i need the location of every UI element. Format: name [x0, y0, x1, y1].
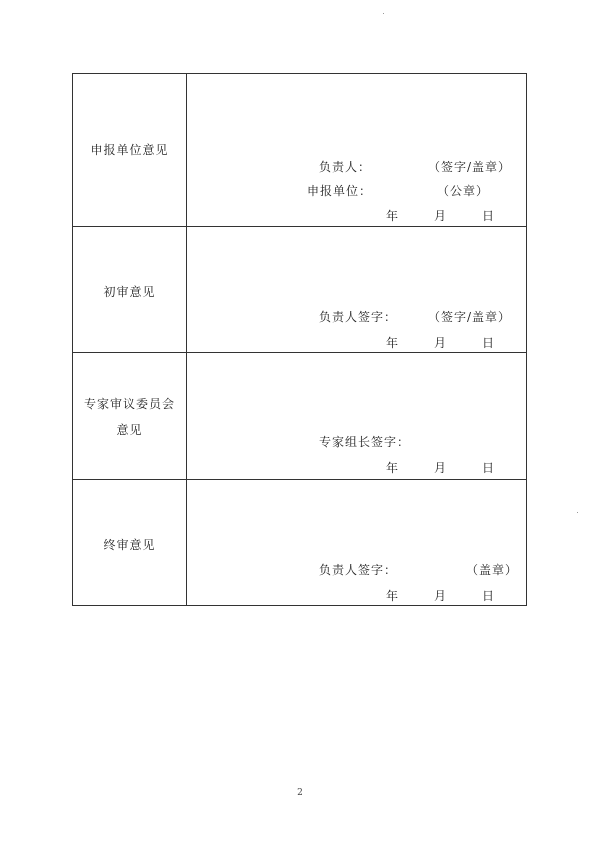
table-row	[73, 227, 527, 353]
expert-committee-opinion-cell[interactable]	[187, 353, 527, 480]
table-row	[73, 480, 527, 606]
date-year: 年	[386, 209, 400, 223]
expert-leader-signature-label: 专家组长签字：	[319, 435, 411, 449]
date-day: 日	[482, 336, 496, 350]
date-month: 月	[434, 209, 448, 223]
responsible-person-signature-label: 负责人签字：	[319, 310, 398, 324]
applicant-unit-label: 申报单位：	[307, 184, 373, 198]
row-label: 初审意见	[103, 285, 156, 299]
date-year: 年	[386, 589, 400, 603]
sign-seal-note: （签字/盖章）	[428, 310, 512, 324]
final-review-opinion-cell[interactable]	[187, 480, 527, 606]
initial-review-label-cell	[73, 227, 187, 353]
review-opinion-table	[72, 73, 527, 606]
applicant-unit-opinion-cell[interactable]	[187, 74, 527, 227]
date-month: 月	[434, 336, 448, 350]
responsible-person-signature-label: 负责人签字：	[319, 563, 398, 577]
page-number: 2	[297, 788, 303, 798]
date-month: 月	[434, 461, 448, 475]
date-year: 年	[386, 461, 400, 475]
final-review-label-cell	[73, 480, 187, 606]
scan-speck	[577, 512, 578, 513]
date-day: 日	[482, 209, 496, 223]
applicant-unit-label-cell	[73, 74, 187, 227]
table-row	[73, 74, 527, 227]
scan-speck	[383, 13, 384, 14]
row-label-line1: 专家审议委员会	[83, 397, 175, 411]
initial-review-opinion-cell[interactable]	[187, 227, 527, 353]
row-label-line2: 意见	[116, 423, 143, 437]
seal-note: （盖章）	[466, 563, 519, 577]
date-day: 日	[482, 461, 496, 475]
date-month: 月	[434, 589, 448, 603]
expert-committee-label-cell	[73, 353, 187, 480]
sign-seal-note: （签字/盖章）	[428, 160, 512, 174]
date-day: 日	[482, 589, 496, 603]
table-row	[73, 353, 527, 480]
row-label: 申报单位意见	[90, 143, 169, 157]
date-year: 年	[386, 336, 400, 350]
official-seal-note: （公章）	[437, 184, 490, 198]
responsible-person-label: 负责人：	[319, 160, 372, 174]
row-label: 终审意见	[103, 538, 156, 552]
